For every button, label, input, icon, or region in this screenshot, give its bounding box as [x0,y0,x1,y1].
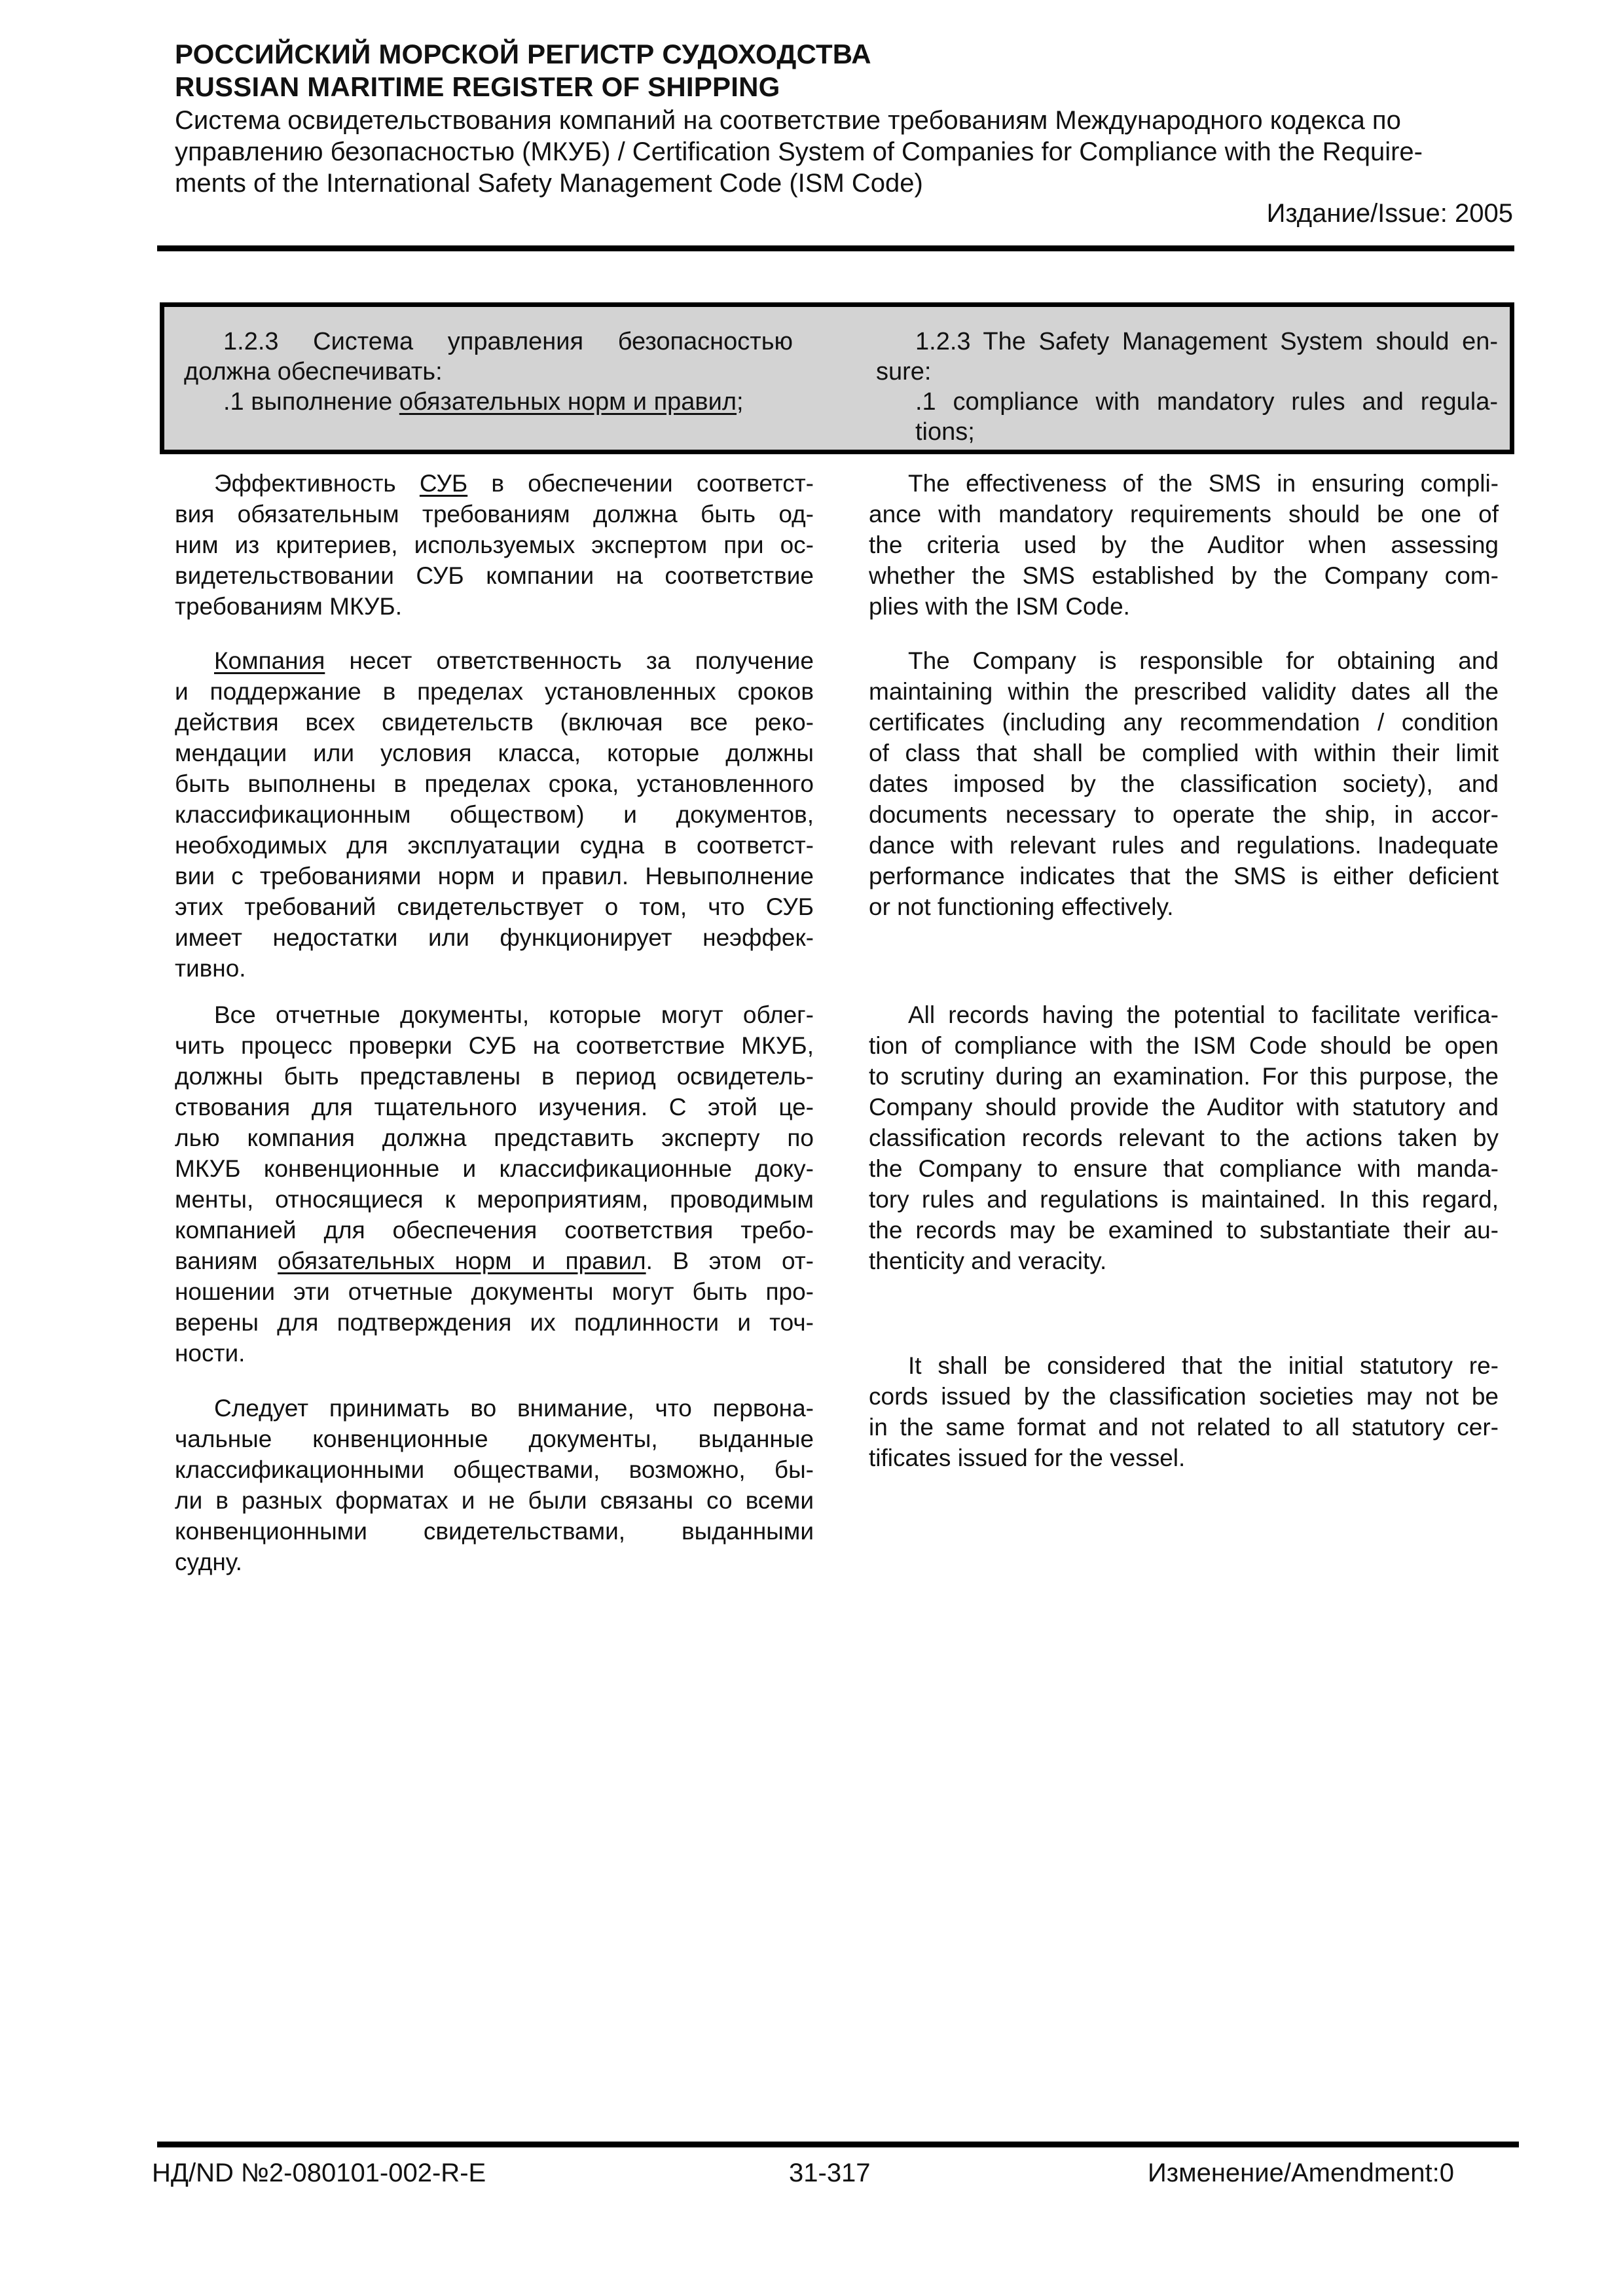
text-line: the criteria used by the Auditor when assessing [869,531,1499,558]
clause-line: .1 compliance with mandatory rules and regula- [915,388,1498,416]
english-column [869,0,1499,2296]
text-line: All records having the potential to facilitate verifica- [908,1001,1499,1028]
clause-line: должна обеспечивать: [184,358,443,386]
text-line: требованиям МКУБ. [175,593,402,620]
clause-text: ; [737,388,744,416]
text-line: the records may be examined to substantiate their au- [869,1217,1499,1244]
text-line: Все отчетные документы, которые могут облег- [214,1001,814,1028]
clause-line: 1.2.3 Система управления безопасностью [223,328,793,355]
text-line: видетельствовании СУБ компании на соответствие [175,562,814,589]
description-line: управлению безопасностью (МКУБ) / Certification System of Companies for Compliance with the Require- [175,137,1423,166]
text-line: the Company to ensure that compliance with manda- [869,1155,1499,1182]
russian-column [175,0,814,2296]
text-line: необходимых для эксплуатации судна в соответст- [175,832,814,859]
text-line: судну. [175,1549,242,1575]
organization-name-ru: РОССИЙСКИЙ МОРСКОЙ РЕГИСТР СУДОХОДСТВА [175,39,871,69]
text-line: лью компания должна представить эксперту по [175,1124,814,1151]
text-line: ности. [175,1340,246,1367]
text-line: The effectiveness of the SMS in ensuring compli- [908,470,1499,497]
text-line: тивно. [175,955,246,982]
paragraph-en-2 [869,645,1499,922]
text-line: чить процесс проверки СУБ на соответствие МКУБ, [175,1032,814,1059]
text-line: классификационным обществом) и документов, [175,801,814,828]
text-line: of class that shall be complied with within their limit [869,740,1499,766]
text-line: ношении эти отчетные документы могут быть про- [175,1278,814,1305]
paragraph-en-1 [869,468,1499,622]
text-line: Компания несет ответственность за получение [214,647,814,674]
organization-name-en: RUSSIAN MARITIME REGISTER OF SHIPPING [175,71,780,102]
clause-line: sure: [876,358,932,386]
clause-line: tions; [915,418,975,446]
underlined-term: обязательных норм и правил [278,1247,646,1274]
text-line: и поддержание в пределах установленных сроков [175,678,814,705]
issue-label: Издание/Issue: 2005 [1266,199,1513,228]
paragraph-ru-2 [175,645,814,984]
text-line: thenticity and veracity. [869,1247,1107,1274]
text-line: мендации или условия класса, которые должны [175,740,814,766]
paragraph-ru-3 [175,999,814,1369]
text-line: ли в разных форматах и не были связаны со всеми [175,1487,814,1514]
text-line: cords issued by the classification societies may not be [869,1383,1499,1410]
text-line: быть выполнены в пределах срока, установленного [175,770,814,797]
text-line: имеет недостатки или функционирует неэффек- [175,924,814,951]
text-line: maintaining within the prescribed validity dates all the [869,678,1499,705]
text-line: конвенционными свидетельствами, выданными [175,1518,814,1545]
paragraph-en-3 [869,999,1499,1276]
text-line: компанией для обеспечения соответствия требо- [175,1217,814,1244]
text-line: классификационными обществами, возможно, бы- [175,1456,814,1483]
text-line: менты, относящиеся к мероприятиям, проводимым [175,1186,814,1213]
text-line: вии с требованиями норм и правил. Невыполнение [175,863,814,889]
text-line: The Company is responsible for obtaining and [908,647,1499,674]
text-line: tificates issued for the vessel. [869,1444,1186,1471]
text-line: performance indicates that the SMS is either deficient [869,863,1499,889]
text-line: tory rules and regulations is maintained. In this regard, [869,1186,1499,1213]
text-line: ним из критериев, используемых экспертом при ос- [175,531,814,558]
text-line: вия обязательным требованиям должна быть од- [175,501,814,528]
text-line: Company should provide the Auditor with statutory and [869,1094,1499,1121]
paragraph-ru-1 [175,468,814,622]
paragraph-ru-4 [175,1393,814,1577]
underlined-term: обязательных норм и правил [399,388,737,416]
page-number: 31-317 [789,2159,871,2187]
underlined-term: Компания [214,647,325,674]
paragraph-en-4 [869,1350,1499,1473]
clause-text: .1 выполнение [223,388,399,416]
text-line: ваниям обязательных норм и правил. В этом от- [175,1247,814,1274]
text-line: tion of compliance with the ISM Code should be open [869,1032,1499,1059]
text-line: Эффективность СУБ в обеспечении соответст- [214,470,814,497]
text-line: whether the SMS established by the Company com- [869,562,1499,589]
text-line: Следует принимать во внимание, что первона- [214,1395,814,1422]
document-number: НД/ND №2-080101-002-R-E [152,2159,486,2187]
text-line: dance with relevant rules and regulations. Inadequate [869,832,1499,859]
text-line: верены для подтверждения их подлинности и точ- [175,1309,814,1336]
text-line: in the same format and not related to all statutory cer- [869,1414,1499,1441]
text-line: ance with mandatory requirements should be one of [869,501,1499,528]
text-line: classification records relevant to the actions taken by [869,1124,1499,1151]
text-line: чальные конвенционные документы, выданные [175,1426,814,1452]
description-line: ments of the International Safety Management Code (ISM Code) [175,169,923,198]
description-line: Система освидетельствования компаний на соответствие требованиям Международного кодекса по [175,106,1401,135]
text-line: documents necessary to operate the ship, in accor- [869,801,1499,828]
text-line: dates imposed by the classification society), and [869,770,1499,797]
text-line: It shall be considered that the initial statutory re- [908,1352,1499,1379]
text-line: МКУБ конвенционные и классификационные доку- [175,1155,814,1182]
text-line: or not functioning effectively. [869,893,1174,920]
text-line: plies with the ISM Code. [869,593,1130,620]
text-line: этих требований свидетельствует о том, что СУБ [175,893,814,920]
text-line: certificates (including any recommendation / condition [869,709,1499,736]
text-line: to scrutiny during an examination. For this purpose, the [869,1063,1499,1090]
clause-line: 1.2.3 The Safety Management System should en- [915,328,1498,355]
underlined-term: СУБ [419,470,468,497]
amendment-label: Изменение/Amendment:0 [1148,2159,1454,2187]
footer-divider [157,2142,1519,2147]
text-line: ствования для тщательного изучения. С этой це- [175,1094,814,1121]
text-line: должны быть представлены в период освидетель- [175,1063,814,1090]
text-line: действия всех свидетельств (включая все реко- [175,709,814,736]
